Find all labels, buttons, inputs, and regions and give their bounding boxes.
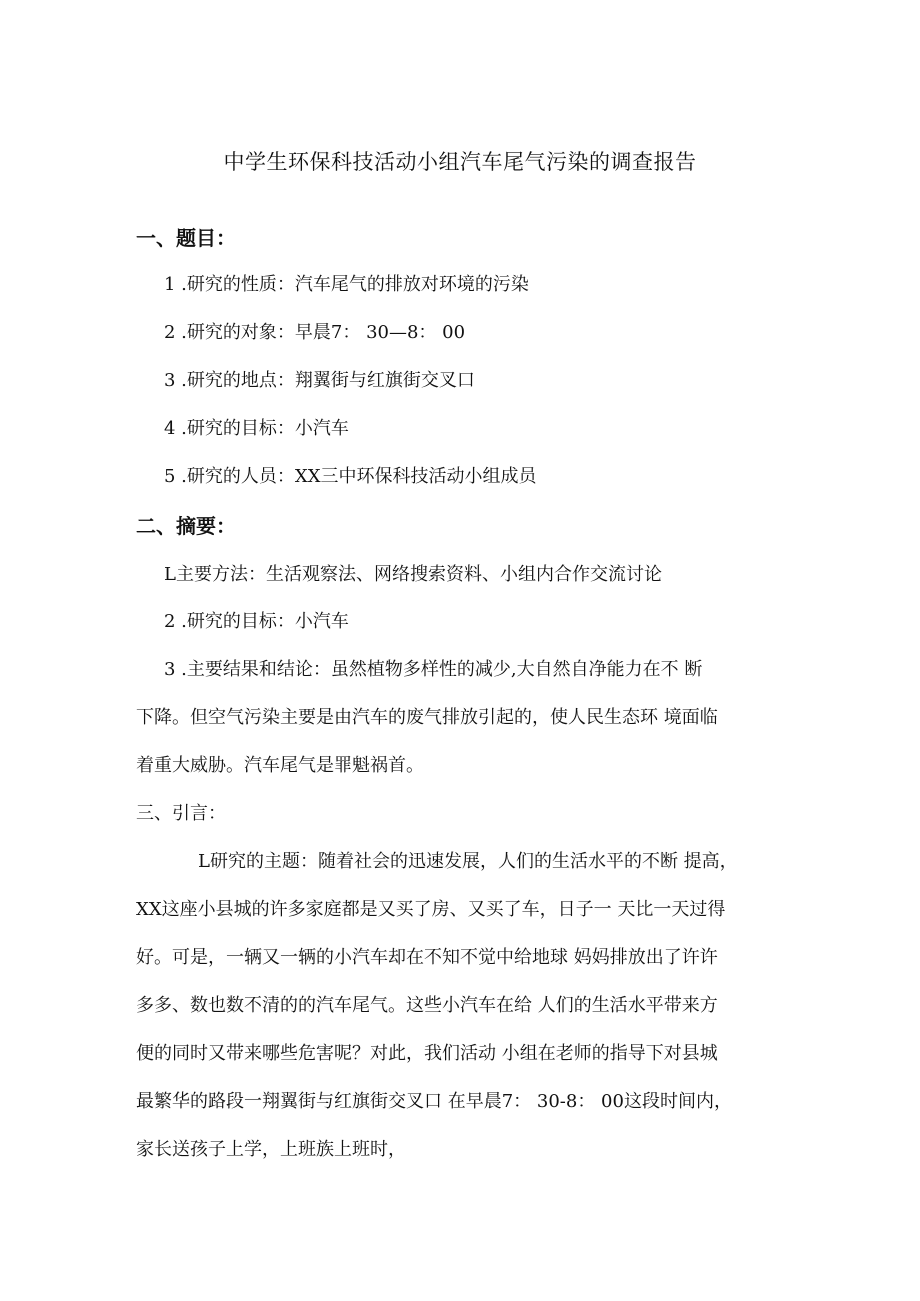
topic-item-nature: 1 .研究的性质：汽车尾气的排放对环境的污染 bbox=[164, 274, 529, 295]
intro-line: 家长送孩子上学，上班族上班时， bbox=[136, 1139, 406, 1160]
abstract-item-target: 2 .研究的目标：小汽车 bbox=[164, 611, 349, 632]
abstract-result-line: 下降。但空气污染主要是由汽车的废气排放引起的，使人民生态环 境面临 bbox=[136, 707, 718, 728]
abstract-result-line: 着重大威胁。汽车尾气是罪魁祸首。 bbox=[136, 755, 424, 776]
section-heading-intro: 三、引言： bbox=[136, 803, 226, 824]
abstract-result-line: 3 .主要结果和结论：虽然植物多样性的减少,大自然自净能力在不 断 bbox=[164, 659, 703, 680]
page-title: 中学生环保科技活动小组汽车尾气污染的调查报告 bbox=[223, 150, 697, 174]
intro-line: L研究的主题：随着社会的迅速发展，人们的生活水平的不断 提高， bbox=[198, 851, 738, 872]
section-heading-abstract: 二、摘要： bbox=[136, 514, 236, 538]
intro-line: 多多、数也数不清的的汽车尾气。这些小汽车在给 人们的生活水平带来方 bbox=[136, 995, 718, 1016]
intro-line: 好。可是，一辆又一辆的小汽车却在不知不觉中给地球 妈妈排放出了许许 bbox=[136, 947, 718, 968]
topic-item-location: 3 .研究的地点：翔翼街与红旗街交叉口 bbox=[164, 370, 475, 391]
intro-line: XX这座小县城的许多家庭都是又买了房、又买了车，日子一 天比一天过得 bbox=[136, 899, 726, 920]
section-heading-topic: 一、题目： bbox=[136, 226, 236, 250]
topic-item-object: 2 .研究的对象：早晨7： 30—8： 00 bbox=[164, 322, 466, 343]
intro-line: 最繁华的路段一翔翼街与红旗街交叉口 在早晨7： 30-8： 00这段时间内， bbox=[136, 1091, 732, 1112]
intro-line: 便的同时又带来哪些危害呢？对此，我们活动 小组在老师的指导下对县城 bbox=[136, 1043, 718, 1064]
topic-item-members: 5 .研究的人员：XX三中环保科技活动小组成员 bbox=[164, 466, 537, 487]
abstract-item-method: L主要方法：生活观察法、网络搜索资料、小组内合作交流讨论 bbox=[164, 564, 662, 585]
topic-item-target: 4 .研究的目标：小汽车 bbox=[164, 418, 349, 439]
